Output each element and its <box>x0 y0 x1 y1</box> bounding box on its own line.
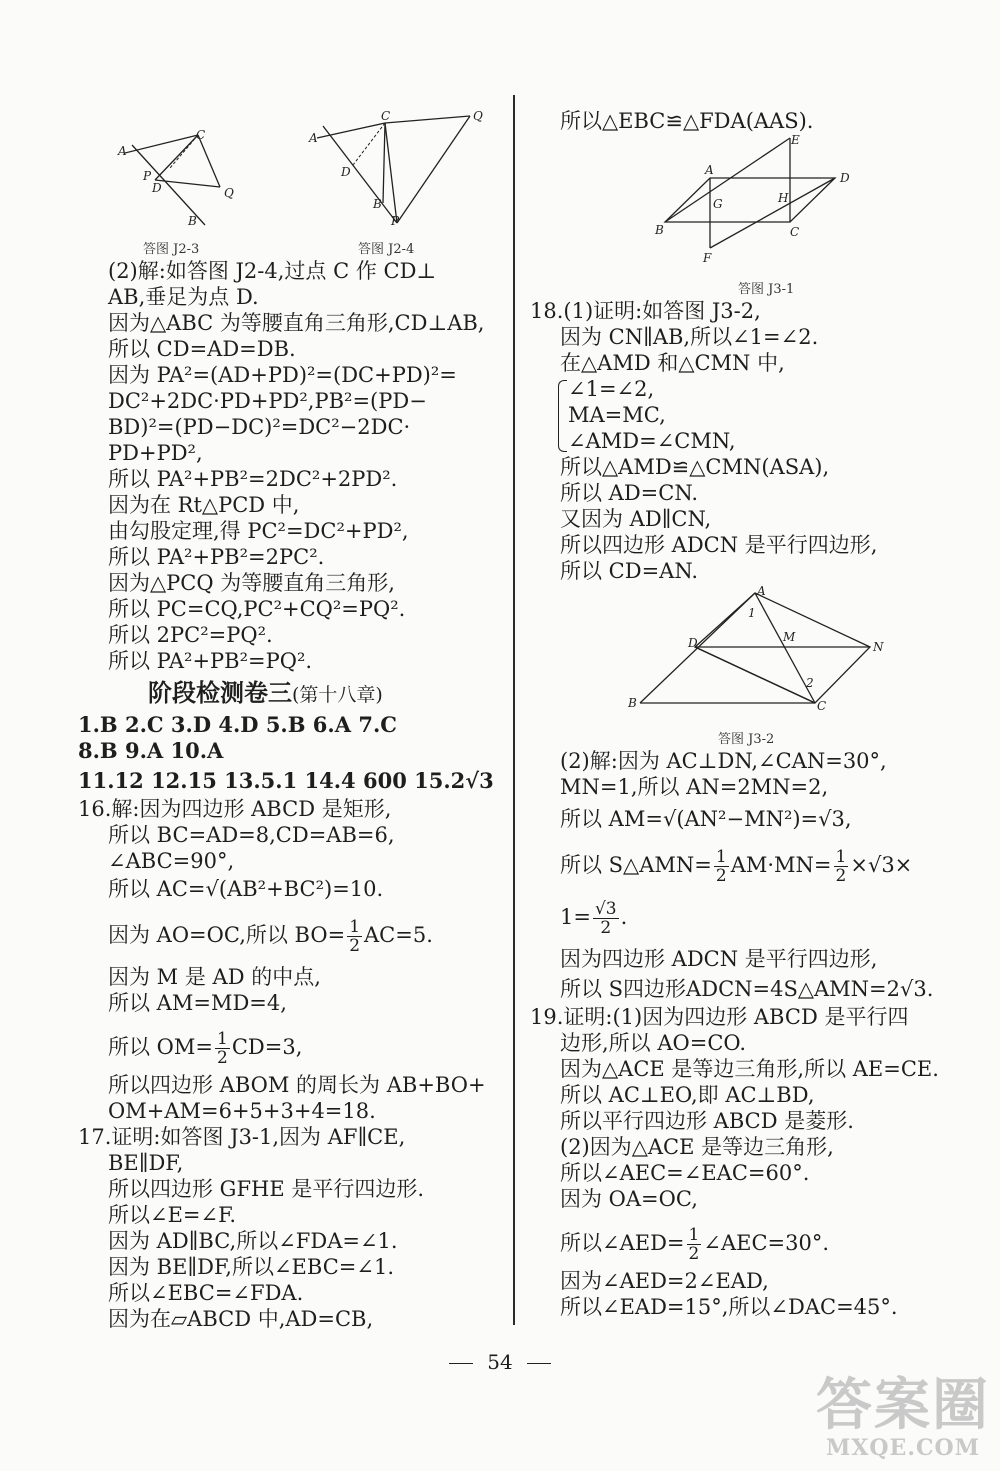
text-line: 所以平行四边形 ABCD 是菱形. <box>560 1109 854 1133</box>
text-line: 所以∠EAD=15°,所以∠DAC=45°. <box>560 1295 898 1319</box>
label: B <box>188 214 197 228</box>
label: C <box>817 699 827 713</box>
text-line: ∠1=∠2, <box>568 377 655 401</box>
figure-j2-4 <box>305 108 495 233</box>
text-line: 所以 AM=√(AN²−MN²)=√3, <box>560 807 852 831</box>
text-line: 因为 PA²=(AD+PD)²=(DC+PD)²= <box>108 363 457 387</box>
figure-caption: 答图 J3-1 <box>738 282 795 297</box>
text-line: 所以 PA²+PB²=2PC². <box>108 545 325 569</box>
label: D <box>840 171 850 185</box>
fraction: $\frac{1}{2}$ <box>835 847 847 886</box>
text-line: 又因为 AD∥CN, <box>560 507 712 531</box>
label: E <box>791 133 800 147</box>
text-line: PD+PD², <box>108 441 203 465</box>
text-line: DC²+2DC·PD+PD²,PB²=(PD− <box>108 389 427 413</box>
text-line: 因为△PCQ 为等腰直角三角形, <box>108 571 395 595</box>
text-line: ∠ABC=90°, <box>108 849 235 873</box>
text-line: 所以∠EBC=∠FDA. <box>108 1281 304 1305</box>
text-line: BD)²=(PD−DC)²=DC²−2DC· <box>108 415 411 439</box>
fraction: $\frac{1}{2}$ <box>217 1029 228 1068</box>
column-divider <box>513 95 515 1325</box>
label: F <box>703 251 712 265</box>
text-line: 因为 CN∥AB,所以∠1=∠2. <box>560 325 819 349</box>
section-title: 阶段检测卷三(第十八章) <box>148 678 383 707</box>
text-line: 所以 S△AMN= $\frac{1}{2}$ AM·MN= $\frac{1}{2}$ ×√3× <box>560 847 913 886</box>
text-line: (2)解:如答图 J2-4,过点 C 作 CD⊥ <box>108 259 437 283</box>
label: A <box>705 163 714 177</box>
label: A <box>757 585 766 598</box>
text-line: AB,垂足为点 D. <box>108 285 259 309</box>
label: B <box>628 696 637 710</box>
fraction: $\frac{1}{2}$ <box>349 917 361 956</box>
label: D <box>688 636 698 650</box>
label: B <box>655 223 664 237</box>
text-line: 因为 BE∥DF,所以∠EBC=∠1. <box>108 1255 394 1279</box>
text-line: 在△AMD 和△CMN 中, <box>560 351 785 375</box>
text-line: 所以 2PC²=PQ². <box>108 623 273 647</box>
text-line: 所以△EBC≌△FDA(AAS). <box>560 109 814 133</box>
text-line: 所以 PC=CQ,PC²+CQ²=PQ². <box>108 597 406 621</box>
label: D <box>152 181 162 195</box>
label: P <box>391 214 400 228</box>
text-line: 因为△ACE 是等边三角形,所以 AE=CE. <box>560 1057 939 1081</box>
text-line: 由勾股定理,得 PC²=DC²+PD², <box>108 519 409 543</box>
text-line: 所以 AD=CN. <box>560 481 699 505</box>
text-line: 所以∠AEC=∠EAC=60°. <box>560 1161 810 1185</box>
fraction: $\frac{√3}{2}$ <box>594 899 617 938</box>
text-line: 所以 CD=AN. <box>560 559 699 583</box>
label: 2 <box>806 676 814 690</box>
figure-j3-1 <box>645 130 860 270</box>
label: B <box>373 197 382 211</box>
label: A <box>309 131 318 145</box>
brace <box>558 380 567 452</box>
text-line: 因为∠AED=2∠EAD, <box>560 1269 769 1293</box>
text-line: 所以四边形 ABOM 的周长为 AB+BO+ <box>108 1073 486 1097</box>
text-line: 所以 AM=MD=4, <box>108 991 287 1015</box>
text-line: 18.(1)证明:如答图 J3-2, <box>530 299 761 323</box>
text-line: 因为四边形 ADCN 是平行四边形, <box>560 947 878 971</box>
figure-j3-2 <box>620 585 890 725</box>
text-line: 因为 AO=OC,所以 BO= $\frac{1}{2}$ AC=5. <box>108 917 433 956</box>
text-line: 17.证明:如答图 J3-1,因为 AF∥CE, <box>78 1125 406 1149</box>
figure-j2-3 <box>110 125 250 235</box>
text-line: MN=1,所以 AN=2MN=2, <box>560 775 829 799</box>
text-line: 因为在▱ABCD 中,AD=CB, <box>108 1307 374 1331</box>
text-line: 所以 AC=√(AB²+BC²)=10. <box>108 877 384 901</box>
text-line: 所以△AMD≌△CMN(ASA), <box>560 455 830 479</box>
fraction: $\frac{1}{2}$ <box>688 1225 700 1264</box>
text-line: 因为△ABC 为等腰直角三角形,CD⊥AB, <box>108 311 485 335</box>
label: G <box>713 197 723 211</box>
text-line: OM+AM=6+5+3+4=18. <box>108 1099 376 1123</box>
fraction: $\frac{1}{2}$ <box>715 847 727 886</box>
text-line: MA=MC, <box>568 403 666 427</box>
label: 1 <box>748 606 756 620</box>
answers-row: 1.B 2.C 3.D 4.D 5.B 6.A 7.C <box>78 712 397 737</box>
label: Q <box>224 186 234 200</box>
label: C <box>790 225 800 239</box>
text-line: 所以 OM= $\frac{1}{2}$ CD=3, <box>108 1029 303 1068</box>
text-line: BE∥DF, <box>108 1151 184 1175</box>
text-line: 因为 OA=OC, <box>560 1187 698 1211</box>
label: H <box>778 191 789 205</box>
label: M <box>783 630 796 644</box>
text-line: 所以∠E=∠F. <box>108 1203 237 1227</box>
label: C <box>196 128 206 142</box>
text-line: 所以 BC=AD=8,CD=AB=6, <box>108 823 395 847</box>
text-line: 19.证明:(1)因为四边形 ABCD 是平行四 <box>530 1005 909 1029</box>
answers-row: 8.B 9.A 10.A <box>78 738 224 763</box>
text-line: 因为 AD∥BC,所以∠FDA=∠1. <box>108 1229 398 1253</box>
label: N <box>873 640 884 654</box>
text-line: (2)解:因为 AC⊥DN,∠CAN=30°, <box>560 749 887 773</box>
text-line: 所以四边形 ADCN 是平行四边形, <box>560 533 878 557</box>
text-line: 因为在 Rt△PCD 中, <box>108 493 300 517</box>
text-line: 16.解:因为四边形 ABCD 是矩形, <box>78 797 392 821</box>
text-line: 因为 M 是 AD 的中点, <box>108 965 321 989</box>
label: A <box>118 144 127 158</box>
answers-row: 11.12 12.15 13.5.1 14.4 600 15.2√3 <box>78 768 494 793</box>
figure-caption: 答图 J2-3 <box>143 242 200 257</box>
watermark-logo: 答案圈 MXQE.COM <box>816 1372 990 1461</box>
label: C <box>381 109 391 123</box>
text-line: 所以 AC⊥EO,即 AC⊥BD, <box>560 1083 815 1107</box>
label: P <box>143 169 152 183</box>
text-line: 所以∠AED= $\frac{1}{2}$ ∠AEC=30°. <box>560 1225 830 1264</box>
text-line: 所以 S四边形ADCN=4S△AMN=2√3. <box>560 977 934 1001</box>
figure-caption: 答图 J2-4 <box>358 242 415 257</box>
label: D <box>341 165 351 179</box>
text-line: (2)因为△ACE 是等边三角形, <box>560 1135 834 1159</box>
text-line: 边形,所以 AO=CO. <box>560 1031 747 1055</box>
label: Q <box>473 109 483 123</box>
text-line: 所以 CD=AD=DB. <box>108 337 296 361</box>
text-line: ∠AMD=∠CMN, <box>568 429 736 453</box>
text-line: 所以 PA²+PB²=PQ². <box>108 649 313 673</box>
text-line: 所以 PA²+PB²=2DC²+2PD². <box>108 467 398 491</box>
text-line: 所以四边形 GFHE 是平行四边形. <box>108 1177 425 1201</box>
text-line: 1= $\frac{√3}{2}$ . <box>560 899 628 938</box>
page-number: 54 <box>0 1350 1000 1374</box>
figure-caption: 答图 J3-2 <box>718 732 775 747</box>
